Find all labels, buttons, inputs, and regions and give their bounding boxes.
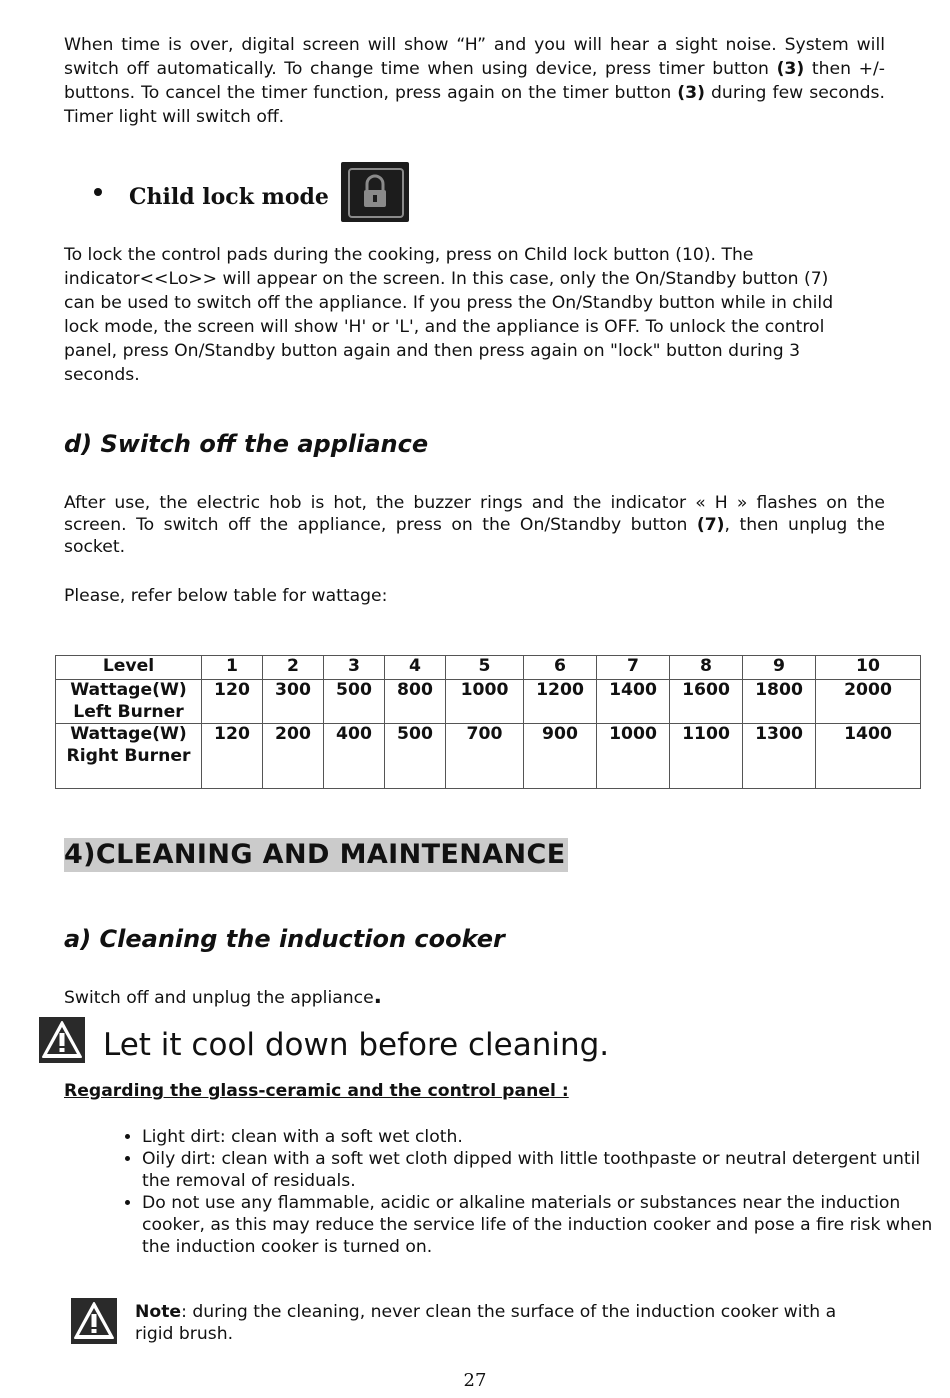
cleaning-subheading: a) Cleaning the induction cooker (64, 925, 505, 953)
list-item: • Light dirt: clean with a soft wet cloth. (142, 1126, 942, 1148)
table-row (56, 680, 921, 724)
table-cell: 1100 (670, 724, 743, 789)
wattage-table (55, 655, 921, 789)
table-cell: 1600 (670, 680, 743, 724)
table-cell: 1300 (743, 724, 816, 789)
switch-off-paragraph (64, 492, 885, 558)
timer-text-2: then +/- buttons. To cancel the timer function, press again on the timer button (64, 59, 886, 103)
timer-button-ref-2: (3) (677, 83, 705, 103)
table-header-row (56, 656, 921, 680)
switch-off-text-1: After use, the electric hob is hot, the buzzer rings and the indicator « H » flashes on the screen. To switch off the appliance, press on the On/Standby button (64, 493, 885, 535)
child-lock-paragraph: To lock the control pads during the cooking, press on Child lock button (10). The indicator<<Lo>> will appear on the screen. In this case, only the On/Standby button (7) can be used to switch off the appliance. If you press the On/Standby button while in child lock mode, the screen will show 'H' or 'L', and the appliance is OFF. To unlock the control panel, press On/Standby button again and then press again on "lock" button during 3 seconds. (64, 245, 834, 385)
page-number: 27 (463, 1370, 487, 1391)
table-cell: 900 (524, 724, 597, 789)
table-header-cell: 2 (263, 656, 324, 680)
table-cell: 1000 (597, 724, 670, 789)
warning-triangle-icon (71, 1298, 117, 1344)
wattage-intro: Please, refer below table for wattage: (64, 586, 388, 606)
cleaning-section-heading: 4)CLEANING AND MAINTENANCE (64, 839, 566, 870)
table-header-cell: 9 (743, 656, 816, 680)
table-header-cell: 8 (670, 656, 743, 680)
standby-button-ref: (7) (696, 515, 725, 535)
table-cell: 300 (263, 680, 324, 724)
bullet-dot (94, 188, 102, 196)
table-cell: 120 (202, 680, 263, 724)
table-header-cell: 3 (324, 656, 385, 680)
table-cell: 1200 (524, 680, 597, 724)
table-header-cell: 10 (816, 656, 921, 680)
table-cell: 1800 (743, 680, 816, 724)
table-cell: 1400 (597, 680, 670, 724)
table-cell: 1000 (446, 680, 524, 724)
sentence-period: . (373, 984, 383, 1009)
table-cell: 800 (385, 680, 446, 724)
note-paragraph (135, 1301, 875, 1345)
child-lock-title: Child lock mode (129, 184, 329, 210)
switch-unplug-sentence: Switch off and unplug the appliance (64, 988, 374, 1008)
table-row-label: Wattage(W) Left Burner (56, 680, 202, 724)
timer-text-1: When time is over, digital screen will show “H” and you will hear a sight noise. System will switch off automatically. To change time when using device, press timer button (64, 35, 885, 79)
table-cell: 500 (324, 680, 385, 724)
switch-off-text-2: , then unplug the socket. (64, 515, 886, 557)
table-header-cell: 1 (202, 656, 263, 680)
switch-unplug-text (64, 985, 382, 1010)
table-cell: 2000 (816, 680, 921, 724)
timer-text-3: during few seconds. Timer light will switch off. (64, 83, 885, 127)
switch-off-heading: d) Switch off the appliance (64, 430, 429, 458)
table-cell: 500 (385, 724, 446, 789)
table-cell: 200 (263, 724, 324, 789)
cool-down-warning: Let it cool down before cleaning. (103, 1027, 610, 1063)
table-header-cell: 6 (524, 656, 597, 680)
timer-button-ref-1: (3) (776, 59, 805, 79)
lock-icon (341, 162, 409, 222)
table-row-label: Wattage(W) Right Burner (56, 724, 202, 789)
warning-triangle-icon (39, 1017, 85, 1063)
table-cell: 400 (324, 724, 385, 789)
note-text: : during the cleaning, never clean the surface of the induction cooker with a rigid brush. (135, 1302, 837, 1344)
table-header-cell: 5 (446, 656, 524, 680)
table-cell: 1400 (816, 724, 921, 789)
table-row (56, 724, 921, 789)
cleaning-tips-list (64, 1126, 942, 1258)
table-cell: 120 (202, 724, 263, 789)
table-header-cell: 7 (597, 656, 670, 680)
table-cell: 700 (446, 724, 524, 789)
table-header-cell: Level (56, 656, 202, 680)
note-label: Note (135, 1302, 182, 1322)
child-lock-heading-row (94, 162, 594, 224)
table-header-cell: 4 (385, 656, 446, 680)
list-item: • Oily dirt: clean with a soft wet cloth dipped with little toothpaste or neutral detergent until the removal of residuals. (142, 1148, 942, 1192)
list-item: • Do not use any flammable, acidic or alkaline materials or substances near the induction cooker, as this may reduce the service life of the induction cooker and pose a fire risk when the induction cooker is turned on. (142, 1192, 942, 1258)
timer-paragraph (64, 33, 885, 129)
glass-ceramic-heading: Regarding the glass-ceramic and the control panel : (64, 1081, 569, 1101)
